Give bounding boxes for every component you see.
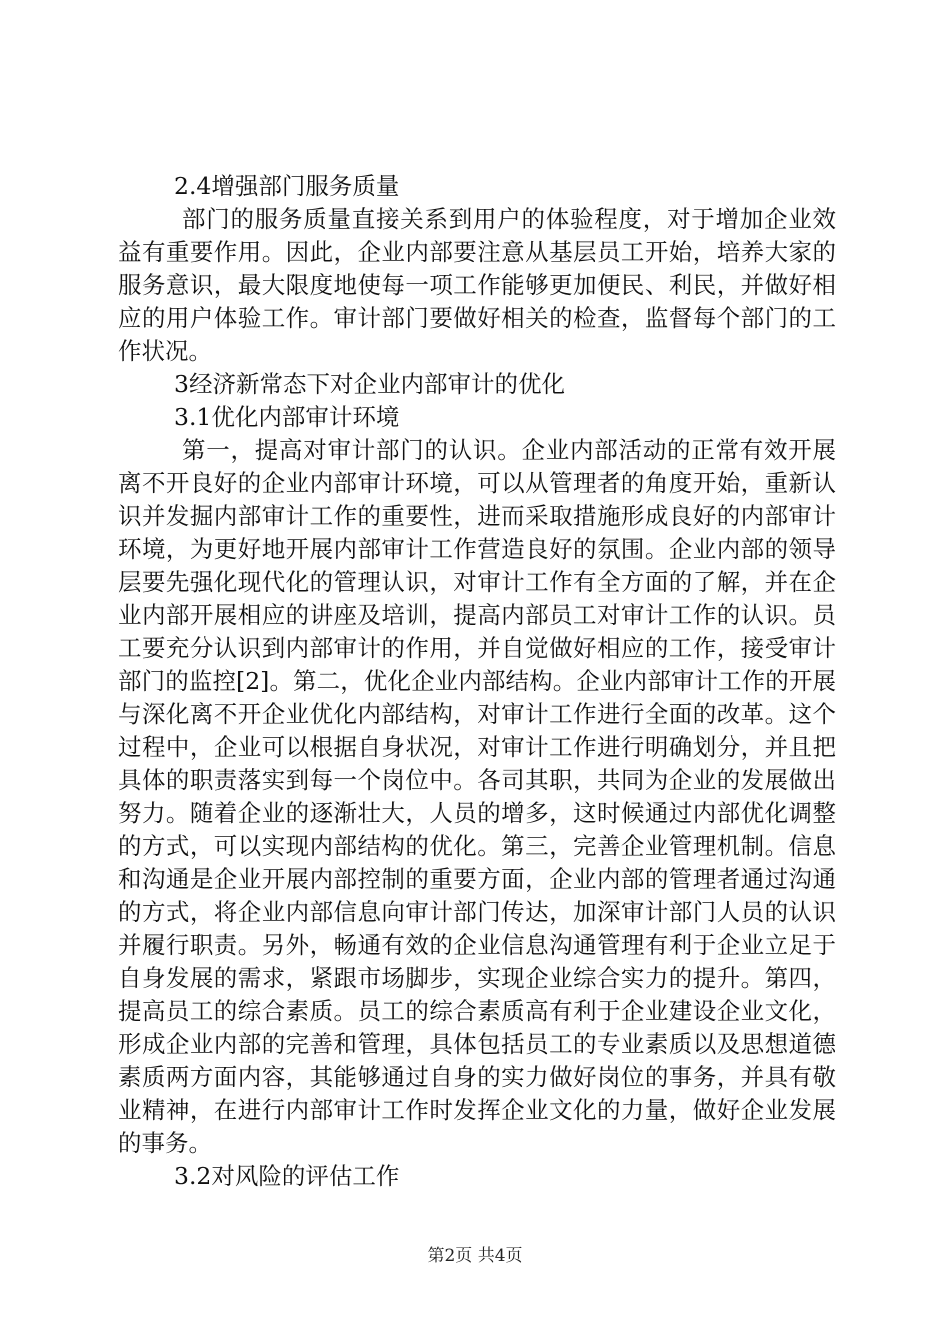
section-heading-3: 3经济新常态下对企业内部审计的优化 [174, 370, 565, 398]
section-heading-3-2: 3.2对风险的评估工作 [174, 1162, 400, 1190]
page-footer: 第2页 共4页 [427, 1246, 523, 1266]
document-body [118, 170, 836, 1193]
section-heading-2-4: 2.4增强部门服务质量 [174, 172, 400, 200]
paragraph-audit-environment: 第一，提高对审计部门的认识。企业内部活动的正常有效开展离不开良好的企业内部审计环境，可以从管理者的角度开始，重新认识并发掘内部审计工作的重要性，进而采取措施形成良好的内部审计环境，为更好地开展内部审计工作营造良好的氛围。企业内部的领导层要先强化现代化的管理认识，对审计工作有全方面的了解，并在企业内部开展相应的讲座及培训，提高内部员工对审计工作的认识。员工要充分认识到内部审计的作用，并自觉做好相应的工作，接受审计部门的监控[2]。第二，优化企业内部结构。企业内部审计工作的开展与深化离不开企业优化内部结构，对审计工作进行全面的改革。这个过程中，企业可以根据自身状况，对审计工作进行明确划分，并且把具体的职责落实到每一个岗位中。各司其职，共同为企业的发展做出努力。随着企业的逐渐壮大，人员的增多，这时候通过内部优化调整的方式，可以实现内部结构的优化。第三，完善企业管理机制。信息和沟通是企业开展内部控制的重要方面，企业内部的管理者通过沟通的方式，将企业内部信息向审计部门传达，加深审计部门人员的认识并履行职责。另外，畅通有效的企业信息沟通管理有利于企业立足于自身发展的需求，紧跟市场脚步，实现企业综合实力的提升。第四，提高员工的综合素质。员工的综合素质高有利于企业建设企业文化，形成企业内部的完善和管理，具体包括员工的专业素质以及思想道德素质两方面内容，其能够通过自身的实力做好岗位的事务，并具有敬业精神，在进行内部审计工作时发挥企业文化的力量，做好企业发展的事务。 [118, 436, 836, 1157]
section-heading-3-1: 3.1优化内部审计环境 [174, 403, 400, 431]
paragraph-service-quality: 部门的服务质量直接关系到用户的体验程度，对于增加企业效益有重要作用。因此，企业内部要注意从基层员工开始，培养大家的服务意识，最大限度地使每一项工作能够更加便民、利民，并做好相应的用户体验工作。审计部门要做好相关的检查，监督每个部门的工作状况。 [118, 205, 836, 365]
